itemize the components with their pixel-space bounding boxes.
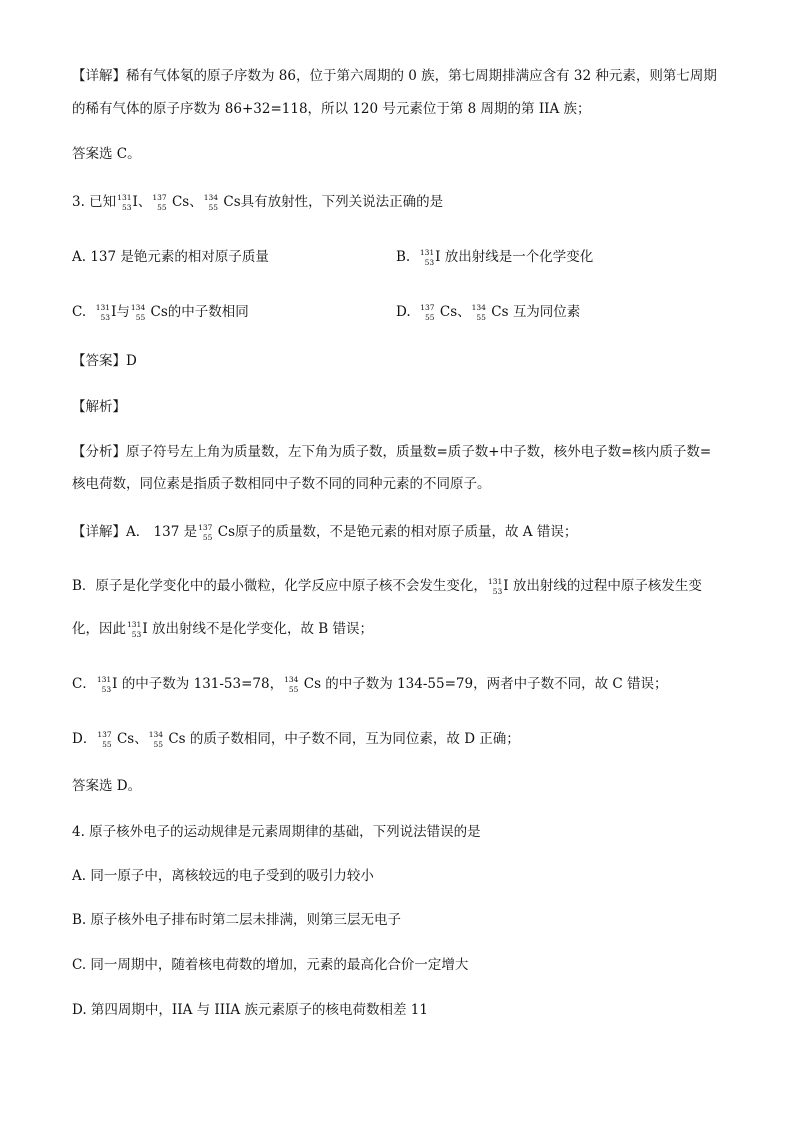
q2-detail-line-1: 【详解】稀有气体氡的原子序数为 86，位于第六周期的 0 族，第七周期排满应含有 32 种元素，则第七周期: [72, 68, 717, 84]
q3-answer: 答案选 D。: [72, 778, 142, 794]
isotope-i131: 131 53: [117, 192, 132, 212]
q3-detail-c: C． 131 53 I 的中子数为 131-53=78， 134 55 Cs 的中子数为 134-55=79，两者中子数不同，故 C 错误；: [72, 674, 668, 694]
q3-analysis-line-2: 核电荷数，同位素是指质子数相同中子数不同的同种元素的不同原子。: [72, 476, 491, 492]
q3-option-c: C. 131 53 I与 134 55 Cs的中子数相同: [72, 302, 249, 322]
q3-stem-prefix: 3. 已知: [72, 194, 117, 210]
q3-answer-tag: 【答案】D: [72, 353, 137, 369]
isotope-cs137: 137 55: [152, 192, 167, 212]
element-symbol: I: [132, 194, 138, 210]
q3-option-a: A. 137 是铯元素的相对原子质量: [72, 249, 269, 265]
q4-option-d: D. 第四周期中，IIA 与 IIIA 族元素原子的核电荷数相差 11: [72, 1002, 428, 1018]
q3-detail-b-line-1: B．原子是化学变化中的最小微粒，化学反应中原子核不会发生变化， 131 53 I 放出射线的过程中原子核发生变: [72, 576, 702, 596]
q4-option-b: B. 原子核外电子排布时第二层未排满，则第三层无电子: [72, 912, 402, 928]
q3-analysis-line-1: 【分析】原子符号左上角为质量数，左下角为质子数，质量数=质子数+中子数，核外电子数=核内质子数=: [72, 444, 712, 460]
q2-answer: 答案选 C。: [72, 146, 141, 162]
q3-detail-d: D． 137 55 Cs、 134 55 Cs 的质子数相同，中子数不同，互为同位素，故 D 正确；: [72, 729, 520, 749]
q3-detail-a: 【详解】A． 137 是 137 55 Cs原子的质量数，不是铯元素的相对原子质量，故 A 错误；: [72, 522, 578, 542]
q3-option-d: D. 137 55 Cs、 134 55 Cs 互为同位素: [396, 302, 581, 322]
q3-analysis-tag: 【解析】: [72, 399, 126, 415]
q3-option-b: B. 131 53 I 放出射线是一个化学变化: [396, 247, 594, 267]
q2-detail-line-2: 的稀有气体的原子序数为 86+32=118，所以 120 号元素位于第 8 周期的第 IIA 族；: [72, 101, 591, 117]
q4-option-c: C. 同一周期中，随着核电荷数的增加，元素的最高化合价一定增大: [72, 957, 469, 973]
q3-detail-b-line-2: 化，因此 131 53 I 放出射线不是化学变化，故 B 错误；: [72, 619, 373, 639]
q4-option-a: A. 同一原子中，离核较远的电子受到的吸引力较小: [72, 868, 374, 884]
isotope-cs134: 134 55: [203, 192, 219, 212]
element-symbol: Cs: [171, 194, 190, 210]
element-symbol: Cs: [223, 194, 241, 210]
q3-stem: 3. 已知 131 53 I、 137 55 Cs、 134 55 Cs具有放射性，下列关说法正确的是: [72, 192, 444, 212]
q4-stem: 4. 原子核外电子的运动规律是元素周期律的基础，下列说法错误的是: [72, 824, 481, 840]
